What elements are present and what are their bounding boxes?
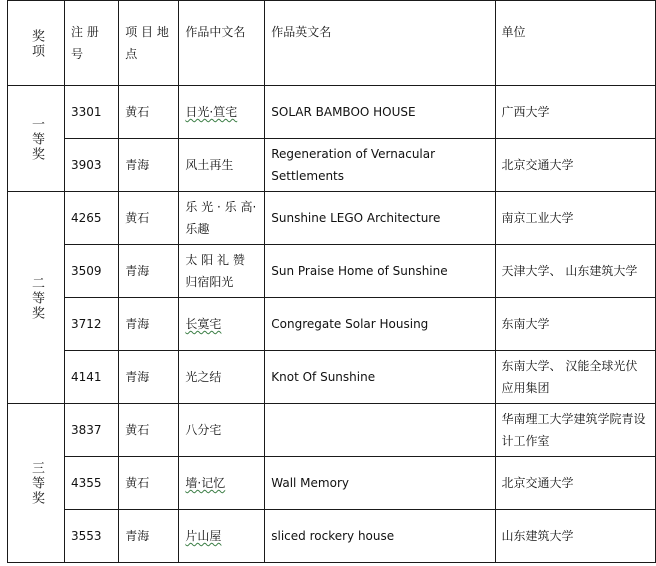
en-cell: Sunshine LEGO Architecture [265, 192, 495, 245]
header-reg: 注 册 号 [65, 1, 119, 86]
cn-cell [179, 510, 265, 563]
cn-cell: 太 阳 礼 赞 归宿阳光 [179, 245, 265, 298]
reg-cell: 3553 [65, 510, 119, 563]
table-row [8, 404, 656, 457]
cn-cell: 乐 光 · 乐 高·乐趣 [179, 192, 265, 245]
reg-cell: 3509 [65, 245, 119, 298]
reg-cell: 4141 [65, 351, 119, 404]
unit-cell: 北京交通大学 [495, 139, 656, 192]
cn-cell: 光之结 [179, 351, 265, 404]
en-cell: Knot Of Sunshine [265, 351, 495, 404]
header-unit: 单位 [495, 1, 656, 86]
unit-cell: 广西大学 [495, 86, 656, 139]
en-cell: SOLAR BAMBOO HOUSE [265, 86, 495, 139]
table-row [8, 457, 656, 510]
reg-cell: 3301 [65, 86, 119, 139]
award-table [7, 0, 656, 563]
table-row [8, 245, 656, 298]
unit-cell: 山东建筑大学 [495, 510, 656, 563]
cn-text: 长寞宅 [185, 317, 222, 331]
header-loc: 项 目 地点 [119, 1, 179, 86]
cn-cell: 风土再生 [179, 139, 265, 192]
cn-cell [179, 86, 265, 139]
unit-cell: 华南理工大学建筑学院青设计工作室 [495, 404, 656, 457]
table-row [8, 351, 656, 404]
header-en: 作品英文名 [265, 1, 495, 86]
en-cell: Sun Praise Home of Sunshine [265, 245, 495, 298]
loc-cell: 黄石 [119, 457, 179, 510]
cn-cell: 八分宅 [179, 404, 265, 457]
unit-cell: 东南大学 [495, 298, 656, 351]
en-cell [265, 404, 495, 457]
unit-cell: 天津大学、 山东建筑大学 [495, 245, 656, 298]
reg-cell: 3712 [65, 298, 119, 351]
loc-cell: 青海 [119, 139, 179, 192]
loc-cell: 青海 [119, 510, 179, 563]
loc-cell: 黄石 [119, 86, 179, 139]
en-cell: sliced rockery house [265, 510, 495, 563]
cn-text: 日光·笪宅 [185, 105, 238, 119]
table-row [8, 298, 656, 351]
award-group-third: 三等奖 [8, 404, 65, 563]
en-cell: Congregate Solar Housing [265, 298, 495, 351]
table-header-row [8, 1, 656, 86]
table-row [8, 192, 656, 245]
header-cn: 作品中文名 [179, 1, 265, 86]
cn-text: 片山屋 [185, 529, 222, 543]
header-award: 奖项 [8, 1, 65, 86]
reg-cell: 3903 [65, 139, 119, 192]
cn-text: 墙·记忆 [185, 476, 226, 490]
award-group-second: 二等奖 [8, 192, 65, 404]
cn-cell [179, 298, 265, 351]
table-row [8, 139, 656, 192]
loc-cell: 黄石 [119, 404, 179, 457]
loc-cell: 青海 [119, 245, 179, 298]
award-group-first: 一等奖 [8, 86, 65, 192]
reg-cell: 4355 [65, 457, 119, 510]
reg-cell: 4265 [65, 192, 119, 245]
table-row [8, 510, 656, 563]
reg-cell: 3837 [65, 404, 119, 457]
unit-cell: 南京工业大学 [495, 192, 656, 245]
en-cell: Regeneration of Vernacular Settlements [265, 139, 495, 192]
loc-cell: 青海 [119, 351, 179, 404]
en-cell: Wall Memory [265, 457, 495, 510]
unit-cell: 北京交通大学 [495, 457, 656, 510]
cn-cell [179, 457, 265, 510]
loc-cell: 青海 [119, 298, 179, 351]
table-row [8, 86, 656, 139]
loc-cell: 黄石 [119, 192, 179, 245]
unit-cell: 东南大学、 汉能全球光伏应用集团 [495, 351, 656, 404]
